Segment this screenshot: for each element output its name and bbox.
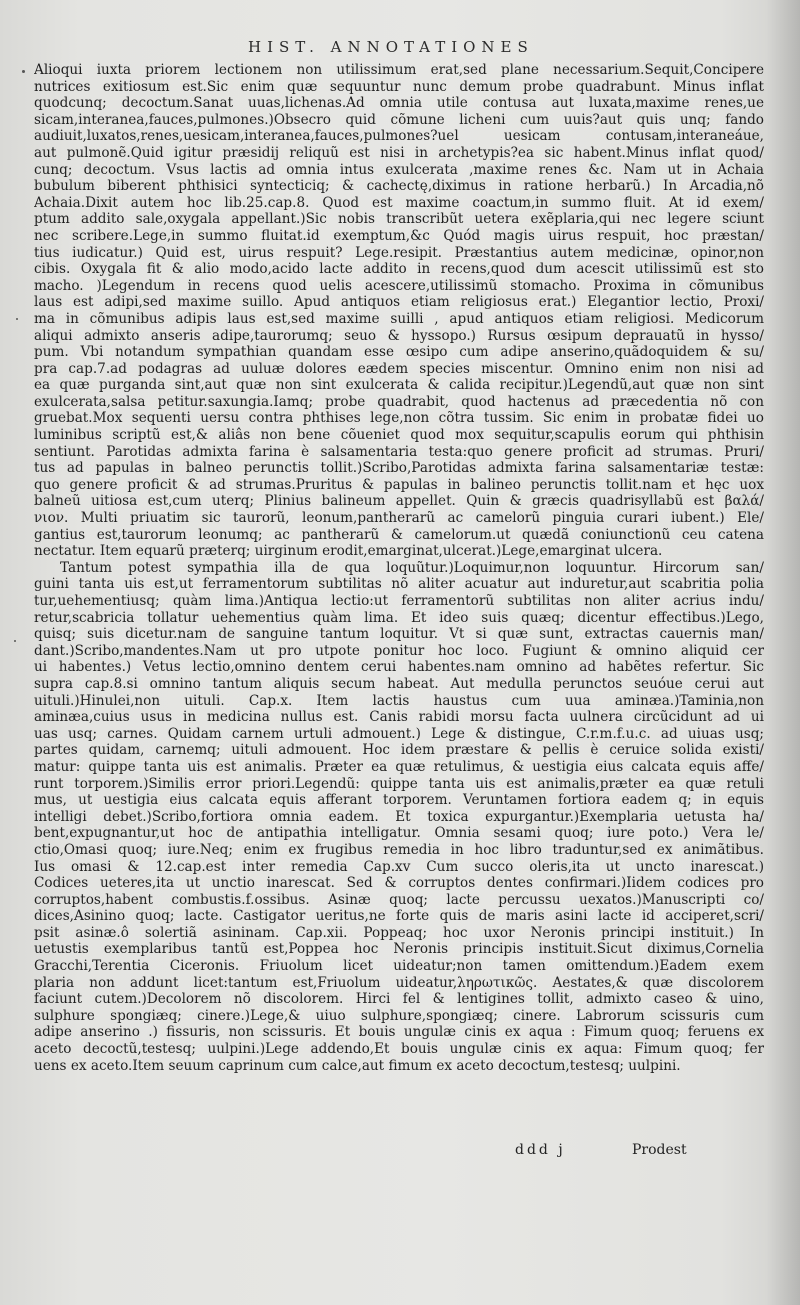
page-footer <box>0 1142 800 1162</box>
text-line: macho. )Legendum in recens quod uelis acescere,utilissimũ stomacho. Proxima in cõmunibus <box>34 277 764 294</box>
text-line: aut pulmonẽ.Quid igitur præsidij reliquũ est nisi in archetypis?ea sic habent.Minus inflat quod/ <box>34 144 764 161</box>
text-line: Codices ueteres,ita ut unctio inarescat. Sed & corruptos dentes confirmari.)Iidem codices pro <box>34 875 764 892</box>
text-line: tius iudicatur.) Quid est, uirus respuit? Lege.resipit. Præstantius autem medicinæ, opinor,non <box>34 244 764 261</box>
text-line: uens ex aceto.Item seuum caprinum cum calce,aut fimum ex aceto decoctum,testesq; uulpini. <box>34 1057 681 1074</box>
text-line: guini tanta uis est,ut ferramentorum subtilitas nõ aliter acuatur aut induretur,aut scabritia polia <box>34 576 764 593</box>
text-line: cibis. Oxygala fit & alio modo,acido lacte addito in recens,quod dum acescit utilissimũ est sto <box>34 261 764 278</box>
text-line: Achaia.Dixit autem hoc lib.25.cap.8. Quod est maxime coactum,in summo fluit. At id exem/ <box>34 194 764 211</box>
text-line: ma in cõmunibus adipis laus est,sed maxime suilli , apud antiquos etiam religiosi. Medicorum <box>34 310 764 327</box>
text-line: nectatur. Item equarũ præterq; uirginum erodit,emarginat,ulcerat.)Lege,emarginat ulcera. <box>34 543 663 560</box>
text-line: matur: quippe tanta uis est animalis. Præter ea quæ retulimus, & uestigia eius calcata equis affe/ <box>34 758 764 775</box>
text-line: balneũ uitiosa est,cum uterq; Plinius balineum appellet. Quin & græcis quadrisyllabũ est βαλά/ <box>34 493 764 510</box>
text-line: uas usq; carnes. Quidam carnem urtuli admouent.) Lege & distingue, C.r.m.f.u.c. ad uiuas usq; <box>34 725 764 742</box>
text-line: adipe anserino .) fissuris, non scissuris. Et bouis ungulæ cinis ex aqua : Fimum quoq; feruens ex <box>34 1024 764 1041</box>
text-line: νιον. Multi priuatim sic taurorũ, leonum,pantherarũ ac camelorũ pinguia curari iubent.) Ele/ <box>34 510 764 527</box>
text-line: faciunt cutem.)Decolorem nõ discolorem. Hirci fel & lentigines tollit, admixto caseo & uino, <box>34 991 764 1008</box>
text-line: uetustis exemplaribus tantũ est,Poppea hoc Neronis principis instituit.Sicut diximus,Cornelia <box>34 941 764 958</box>
page-gutter-shadow <box>766 0 800 1305</box>
text-line: laus est adipi,sed maxime suillo. Apud antiquos etiam religiosus erat.) Elegantior lectio, Proxi/ <box>34 294 764 311</box>
text-line: runt torporem.)Similis error priori.Legendũ: quippe tanta uis est animalis,præter ea quæ retuli <box>34 775 764 792</box>
text-line: Tantum potest sympathia illa de qua loquũtur.)Loquimur,non loquuntur. Hircorum san/ <box>60 559 764 576</box>
text-line: luminibus scriptũ est,& aliâs non bene cõueniet quod mox sequitur,scapulis eorum qui phthisin <box>34 427 764 444</box>
text-line: aminæa,cuius usus in medicina nullus est. Canis rabidi morsu facta uulnera circũcidunt ad ui <box>34 709 764 726</box>
text-line: sicam,interanea,fauces,pulmones.)Obsecro quid cõmune licheni cum uuis?aut quis unq; fando <box>34 111 764 128</box>
text-line: gruebat.Mox sequenti uersu contra phthises lege,non cõtra tussim. Sic enim in probatæ fidei uo <box>34 410 764 427</box>
ink-speck <box>22 70 25 73</box>
text-line: supra cap.8.si omnino tantum aliquis secum habeat. Aut medulla perunctos seuóue cerui aut <box>34 675 764 692</box>
text-line: cunq; decoctum. Vsus lactis ad omnia intus exulcerata ,maxime renes &c. Nam ut in Achaia <box>34 161 764 178</box>
text-line: ea quæ purganda sint,aut quæ non sint exulcerata & calida recipitur.)Legendũ,aut quæ non sint <box>34 377 764 394</box>
text-line: dices,Asinino quoq; lacte. Castigator ueritus,ne forte quis de maris asini lacte id acciperet,scri/ <box>34 908 764 925</box>
text-line: Ius omasi & 12.cap.est inter remedia Cap.xv Cum succo oleris,ita ut uncto inarescat.) <box>34 858 764 875</box>
text-line: uituli.)Hinulei,non uituli. Cap.x. Item lactis haustus cum uua aminæa.)Taminia,non <box>34 692 764 709</box>
text-line: quo genere proficit & ad strumas.Pruritus & papulas in balineo perunctis tollit.nam et hęc uox <box>34 476 764 493</box>
text-line: sentiunt. Parotidas admixta farina è salsamentaria testa:quo genere proficit ad strumas. Pruri/ <box>34 443 764 460</box>
text-line: Alioqui iuxta priorem lectionem non utilissimum erat,sed plane necessarium.Sequit,Concipere <box>34 62 764 78</box>
text-line: quodcunq; decoctum.Sanat uuas,lichenas.Ad omnia utile contusa aut luxata,maxime renes,ue <box>34 95 764 112</box>
text-line: aliqui admixto anseris adipe,taurorumq; seuo & hyssopo.) Rursus œsipum deprauatũ in hysso/ <box>34 327 764 344</box>
text-line: psit asinæ.ô solertiã asininam. Cap.xii. Poppeaq; hoc uxor Neronis principi instituit.) In <box>34 924 764 941</box>
signature-mark: ddd j <box>515 1142 566 1158</box>
text-line: gantius est,taurorum leonumq; ac pantherarũ & camelorum.ut quædã coniunctionũ ceu catena <box>34 526 764 543</box>
text-line: pum. Vbi notandum sympathian quandam esse œsipo cum adipe anserino,quãdoquidem & su/ <box>34 344 764 361</box>
text-line: bent,expugnantur,ut hoc de antipathia intelligatur. Omnia sesami quoq; iure poto.) Vera le/ <box>34 825 764 842</box>
text-line: pra cap.7.ad podagras ad uuluæ dolores eædem species miscentur. Omnino enim non nisi ad <box>34 360 764 377</box>
text-line: ui habentes.) Vetus lectio,omnino dentem cerui habentes.nam omnino ad habẽtes refertur. Sic <box>34 659 764 676</box>
catchword: Prodest <box>632 1142 687 1158</box>
text-line: tur,uehementiusq; quàm lima.)Antiqua lectio:ut ferramentorũ subtilitas non aliter acrius indu/ <box>34 593 764 609</box>
text-line: aceto decoctũ,testesq; uulpini.)Lege addendo,Et bouis ungulæ cinis ex aqua: Fimum quoq; fer <box>34 1041 764 1058</box>
text-line: quisq; suis dicetur.nam de sanguine tantum loquitur. Vt si quæ sunt, extractas cauernis man/ <box>34 626 764 643</box>
text-line: nec scribere.Lege,in summo fluitat.id exemptum,&c Quód magis uirus respuit, hoc præstan/ <box>34 227 764 244</box>
body-text <box>34 62 764 1074</box>
text-line: mus, ut uestigia eius calcata equis afferant torporem. Veruntamen fortiora eadem q; in equis <box>34 792 764 809</box>
text-line: ctio,Omasi quoq; iure.Neq; enim ex frugibus remedia in hoc libro traduntur,sed ex animãtibus. <box>34 841 764 858</box>
text-line: dant.)Scribo,mandentes.Nam ut pro utpote ponitur hoc loco. Fugiunt & omnino aliquid cer <box>34 642 764 659</box>
running-header: HIST. ANNOTATIONES <box>248 38 534 56</box>
text-line: corruptos,habent combustis.f.ossibus. Asinæ quoq; lacte percussu uexatos.)Manuscripti co/ <box>34 891 764 908</box>
ink-speck <box>16 318 18 320</box>
text-line: plaria non addunt licet:tantum est,Friuolum uideatur,ληρωτικῶς. Aestates,& quæ discolorem <box>34 974 764 991</box>
text-line: audiuit,luxatos,renes,uesicam,interanea,fauces,pulmones?uel uesicam contusam,interaneáue, <box>34 128 764 145</box>
text-line: exulcerata,salsa petitur.saxungia.Iamq; probe quadrabit, quod hactenus ad præcedentia nõ con <box>34 393 764 410</box>
text-line: retur,scabricia tollatur uehementius quàm lima. Et ideo suis quæq; dicentur effectibus.)Lego, <box>34 609 764 626</box>
text-line: nutrices exitiosum est.Sic enim quæ sequuntur nunc demum probe quadrabunt. Minus inflat <box>34 78 764 95</box>
text-line: sulphure spongiæq; cinere.)Lege,& uiuo sulphure,spongiæq; cinere. Labrorum scissuris cum <box>34 1007 764 1024</box>
text-line: tus ad papulas in balneo perunctis tollit.)Scribo,Parotidas admixta farina salsamentariæ testæ: <box>34 460 764 477</box>
text-line: intelligi debet.)Scribo,fortiora omnia eadem. Et toxica expurgantur.)Exemplaria uetusta ha/ <box>34 808 764 825</box>
text-line: bubulum biberent phthisici syntecticiq; & cachectę,diximus in ratione herbarũ.) In Arcadia,nõ <box>34 178 764 195</box>
text-line: partes quidam, carnemq; uituli admouent. Hoc idem præstare & pellis è ceruice solida existi/ <box>34 742 764 759</box>
ink-speck <box>14 640 16 642</box>
text-line: ptum addito sale,oxygala appellant.)Sic nobis transcribũt uetera exẽplaria,qui nec legere sciunt <box>34 211 764 228</box>
text-line: Gracchi,Terentia Ciceronis. Friuolum licet uideatur;non tamen omittendum.)Eadem exem <box>34 958 764 975</box>
